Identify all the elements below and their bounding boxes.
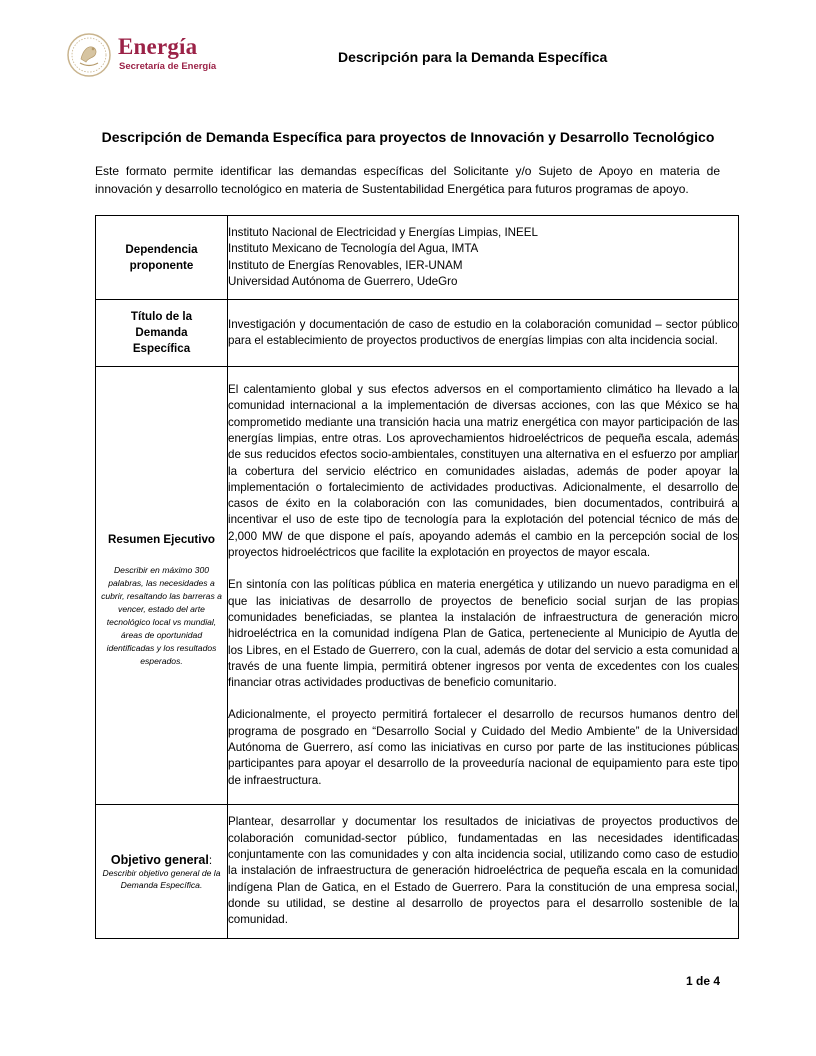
dependencia-label bbox=[96, 216, 228, 300]
resumen-label bbox=[96, 367, 228, 805]
objetivo-label-text: Objetivo general bbox=[110, 852, 209, 867]
titulo-label bbox=[96, 300, 228, 367]
row-resumen bbox=[96, 367, 739, 805]
resumen-paragraph: El calentamiento global y sus efectos adversos en el comportamiento climático ha llevado a la comunidad internacional a la implementación de diversas acciones, con las que México se ha comprometido mediante una transición hacia una matriz energética con mayor participación de las energías limpias, entre otras. Los aprovechamientos hidroeléctricos de pequeña escala, además de sus reducidos efectos socio-ambientales, constituyen una alternativa en el esfuerzo por ampliar la cobertura del servicio eléctrico en comunidades aisladas, además de poder apoyar la implementación o fortalecimiento de actividades productivas. Adicionalmente, el desarrollo de casos de éxito en la colaboración con las comunidades, bien documentados, contribuirá a incentivar el uso de este tipo de tecnología para la explotación del potencial técnico de más de 2,000 MW de que dispone el país, apoyando además el cambio en la percepción social de los proyectos hidroeléctricos que facilite la explotación en proyectos de mayor escala. bbox=[228, 383, 738, 560]
dependencia-content bbox=[228, 216, 739, 300]
logo-title: Energía bbox=[118, 34, 198, 59]
resumen-content bbox=[228, 367, 739, 805]
page-header bbox=[0, 0, 816, 90]
dependencia-line: Instituto de Energías Renovables, IER-UNAM bbox=[228, 258, 463, 272]
sener-logo bbox=[66, 32, 226, 80]
dependencia-line: Instituto Nacional de Electricidad y Energías Limpias, INEEL bbox=[228, 225, 538, 239]
resumen-paragraph: En sintonía con las políticas pública en materia energética y utilizando un nuevo paradigma en el que las iniciativas de desarrollo de proyectos de beneficio social surjan de las propias comunidades beneficiadas, se plantea la instalación de infraestructura de generación micro hidroeléctrica en la comunidad indígena Plan de Gatica, perteneciente al Municipio de Ayutla de los Libres, en el Estado de Guerrero, con la cual, además de dotar del servicio a esta comunidad a través de una fuente limpia, permitirá obtener ingresos por venta de excedentes con los cuales financiar otras actividades productivas de beneficio comunitario. bbox=[228, 578, 738, 690]
demand-table bbox=[95, 215, 739, 939]
header-title: Descripción para la Demanda Específica bbox=[338, 49, 608, 65]
row-titulo bbox=[96, 300, 739, 367]
dependencia-line: Universidad Autónoma de Guerrero, UdeGro bbox=[228, 274, 458, 288]
row-dependencia bbox=[96, 216, 739, 300]
dependencia-line: Instituto Mexicano de Tecnología del Agua, IMTA bbox=[228, 242, 479, 256]
page-number: 1 de 4 bbox=[686, 974, 721, 988]
logo-subtitle: Secretaría de Energía bbox=[119, 61, 217, 72]
resumen-label-text: Resumen Ejecutivo bbox=[108, 533, 215, 546]
titulo-content bbox=[228, 300, 739, 367]
document-title: Descripción de Demanda Específica para proyectos de Innovación y Desarrollo Tecnológico bbox=[101, 129, 715, 145]
mexican-seal-icon bbox=[66, 32, 112, 78]
resumen-hint: Describir en máximo 300 palabras, las necesidades a cubrir, resaltando las barreras a vencer, estado del arte tecnológico local vs mundial, áreas de oportunidad identificadas y los resultados esperados. bbox=[101, 565, 222, 666]
objetivo-hint: Describir objetivo general de la Demanda Específica. bbox=[102, 867, 221, 890]
titulo-label-text: Título de la Demanda Específica bbox=[130, 310, 193, 355]
objetivo-text: Plantear, desarrollar y documentar los resultados de iniciativas de proyectos productivos de colaboración comunidad-sector público, fundamentadas en las necesidades identificadas conjuntamente con las comunidades y con alta incidencia social, utilizando como caso de estudio la instalación de infraestructura de generación hidroeléctrica de pequeña escala en la comunidad indígena Plan de Gatica, en el Estado de Guerrero. Para la constitución de una empresa social, donde su utilidad, se destine al desarrollo de proyectos para el desarrollo sostenible de la comunidad. bbox=[228, 815, 738, 927]
objetivo-content bbox=[228, 805, 739, 939]
objetivo-label-colon: : bbox=[208, 853, 213, 867]
intro-paragraph: Este formato permite identificar las demandas específicas del Solicitante y/o Sujeto de Apoyo en materia de innovación y desarrollo tecnológico en materia de Sustentabilidad Energética para futuros programas de apoyo. bbox=[95, 164, 720, 196]
objetivo-label bbox=[96, 805, 228, 939]
resumen-paragraph: Adicionalmente, el proyecto permitirá fortalecer el desarrollo de recursos humanos dentro del programa de posgrado en “Desarrollo Social y Cuidado del Medio Ambiente” de la Universidad Autónoma de Guerrero, así como las iniciativas en curso por parte de las instituciones públicas participantes para apoyar el desarrollo de la proveeduría nacional de equipamiento para este tipo de infraestructura. bbox=[228, 708, 738, 787]
row-objetivo bbox=[96, 805, 739, 939]
titulo-text: Investigación y documentación de caso de estudio en la colaboración comunidad – sector público para el establecimiento de proyectos productivos de energías limpias con alta incidencia social. bbox=[228, 317, 738, 347]
dependencia-label-text: Dependencia proponente bbox=[125, 242, 198, 272]
